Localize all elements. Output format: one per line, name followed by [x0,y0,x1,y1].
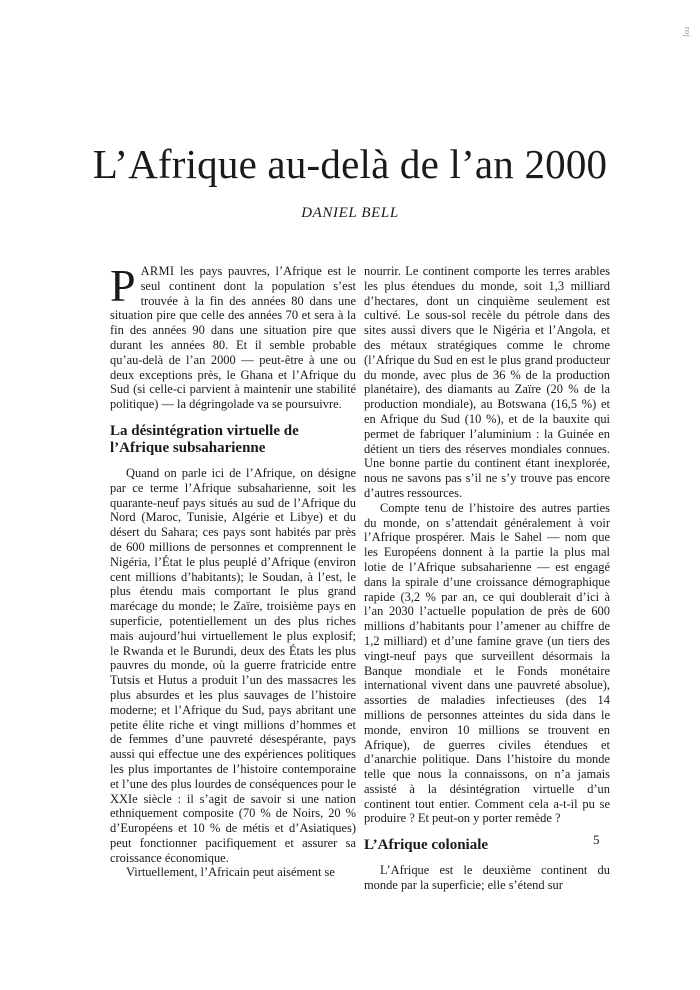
intro-text: les pays pauvres, l’Afrique est le seul continent dont la population s’est trouvée à la fin des années 80 dans une situation pire que celle des années 70 et sera à la fin des années 90 dans une situation pire que durant les années 80. Et il semble probable qu’au-delà de l’an 2000 — peut-être à une ou deux exceptions près, le Ghana et l’Afrique du Sud (si celle-ci parvient à maintenir une stabilité politique) — la dégringolade va se poursuivre. [110,264,356,412]
right-column [364,264,610,893]
article-title: L’Afrique au-delà de l’an 2000 [92,141,608,187]
left-column [110,260,356,880]
article-author: DANIEL BELL [301,205,399,221]
intro-smallcaps: ARMI [140,264,175,278]
corner-mark: roj [683,27,692,38]
body-paragraph: Virtuellement, l’Africain peut aisément se [126,865,335,880]
drop-cap: P [110,260,136,311]
body-paragraph: Quand on parle ici de l’Afrique, on désigne par ce terme l’Afrique subsaharienne, soit les quarante-neuf pays situés au sud de l’Afrique du Nord (Maroc, Tunisie, Algérie et Libye) et du désert du Sahara; ces pays sont habités par près de 600 millions de personnes et comprennent le Nigéria, l’État le plus peuplé d’Afrique (environ cent millions d’habitants); le Soudan, à l’est, le plus étendu mais comportant le plus grand marécage du monde; le Zaïre, troisième pays en superficie, potentiellement un des plus riches mais aujourd’hui virtuellement le plus explosif; le Rwanda et le Burundi, deux des États les plus pauvres du monde, où la guerre fratricide entre Tutsis et Hutus a produit l’un des massacres les plus absurdes et les plus sauvages de l’histoire moderne; et l’Afrique du Sud, pays abritant une petite élite riche et vingt millions d’hommes et de femmes d’une pauvreté désespérante, pays aussi qui effectue une des expériences politiques les plus importantes de l’histoire contemporaine et l’une des plus lourdes de conséquences pour le XXIe siècle : il s’agit de savoir si une nation ethniquement composite (70 % de Noirs, 20 % d’Européens et 10 % de métis et d’Asiatiques) peut fonctionner pacifiquement et assurer sa croissance économique. [110,465,356,865]
intro-paragraph [110,260,356,412]
body-paragraph: L’Afrique est le deuxième continent du monde par la superficie; elle s’étend sur [364,863,610,893]
page-number: 5 [593,832,600,847]
section-heading-coloniale: L’Afrique coloniale [364,837,489,854]
body-paragraph: Compte tenu de l’histoire des autres parties du monde, on s’attendait généralement à voir l’Afrique prospérer. Mais le Sahel — nom que les Européens donnent à la partie la plus mal lotie de l’Afrique subsaharienne — est engagé dans la spirale d’une croissance démographique rapide (3,2 % par an, ce qui doublerait d’ici à l’an 2030 l’actuelle population de près de 600 millions d’habitants pour l’amener au chiffre de 1,2 milliard) et d’une famine grave (un tiers des vingt-neuf pays que surveillent désormais la Banque mondiale et le Fonds monétaire international vivent dans une pauvreté absolue), assorties de maladies infectieuses (des 14 millions de personnes atteintes du sida dans le monde, environ 10 millions se trouvent en Afrique), de guerres civiles étendues et d’anarchie politique. Dans l’histoire du monde telle que nous la connaissons, on n’a jamais assisté à la désintégration virtuelle d’un continent tout entier. Comment cela a-t-il pu se produire ? Et peut-on y porter remède ? [364,500,610,826]
section-heading-desintegration: La désintégration virtuelle de l’Afrique subsaharienne [110,422,299,456]
body-paragraph: nourrir. Le continent comporte les terres arables les plus étendues du monde, soit 1,3 milliard d’hectares, dont un cinquième seulement est cultivé. Le sous-sol recèle du pétrole dans des sites aussi divers que le Nigéria et l’Angola, et des métaux stratégiques comme le chrome (l’Afrique du Sud en est le plus grand producteur du monde, avec plus de 36 % de la production planétaire), des diamants au Zaïre (20 % de la production mondiale), au Botswana (16,5 %) et en Afrique du Sud (10 %), et de la bauxite qui permet de fabriquer l’aluminium : la Guinée en détient un tiers des réserves mondiales connues. Une bonne partie du continent étant inexplorée, nous ne savons pas s’il ne s’y trouve pas encore d’autres ressources. [364,264,610,500]
